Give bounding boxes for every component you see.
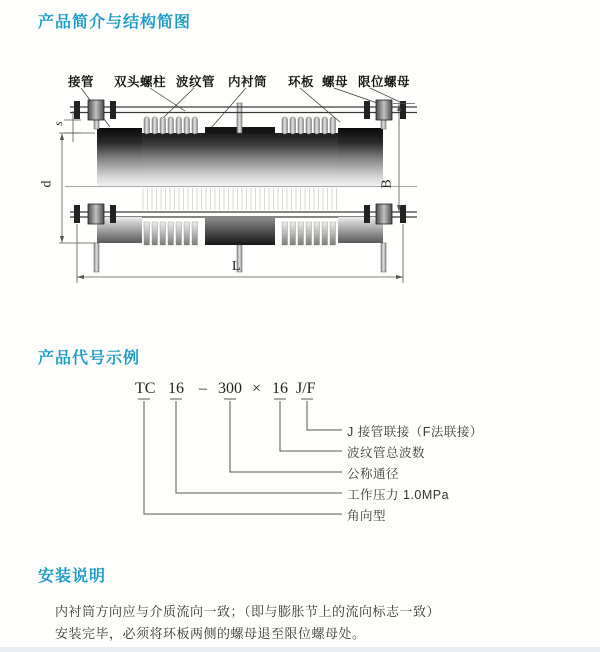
part-label-connecting-pipe: 接管 [68,75,95,89]
structure-diagram [35,64,475,299]
section-title-product-intro: 产品简介与结构简图 [38,14,192,31]
part-label-ring-plate: 环板 [288,75,315,89]
code-segment-diameter: 300 [218,380,242,397]
callout-connection-type: J 接管联接（F法联接） [347,425,483,439]
section-title-product-code: 产品代号示例 [38,350,141,367]
dim-label-d: d [39,180,55,188]
code-segment-dash: – [199,380,207,397]
callout-working-pressure: 工作压力 1.0MPa [347,488,450,502]
dim-label-L: L [232,259,241,274]
bellows-convolutions-right [282,117,336,134]
code-segment-connection: J/F [296,380,316,397]
bellows-lower-left [144,222,198,245]
callout-angular-type: 角向型 [347,509,387,523]
stud-left-lower [94,243,99,272]
code-segment-pressure: 16 [168,380,184,397]
part-label-limit-nut: 限位螺母 [358,75,411,89]
page-bottom-border [0,647,600,652]
code-segment-times: × [252,380,262,397]
section-title-installation: 安装说明 [38,568,107,585]
part-label-nut: 螺母 [322,75,349,89]
pipe-end-left [97,128,142,186]
bellows-body-upper [142,133,338,186]
bellows-convolutions-left [144,117,198,134]
dim-B [393,104,415,213]
stud-right-lower [381,243,386,272]
dim-label-B: B [379,179,395,189]
pipe-end-right [338,128,383,186]
installation-note-2: 安装完毕，必须将环板两侧的螺母退至限位螺母处。 [55,626,366,641]
bellows-lower-right [282,222,336,245]
part-label-inner-liner: 内衬筒 [228,75,268,89]
callout-wave-count: 波纹管总波数 [347,446,426,460]
inner-liner-lower [205,218,275,245]
installation-note-1: 内衬筒方向应与介质流向一致；（即与膨胀节上的流向标志一致） [55,604,441,619]
callout-nominal-diameter: 公称通径 [347,467,400,481]
code-segment-type: TC [135,380,156,397]
part-label-bellows: 波纹管 [176,75,216,89]
section-hatch [143,188,337,210]
part-label-double-stud: 双头螺柱 [114,75,167,89]
dim-label-s: s [50,121,65,126]
code-segment-waves: 16 [272,380,288,397]
